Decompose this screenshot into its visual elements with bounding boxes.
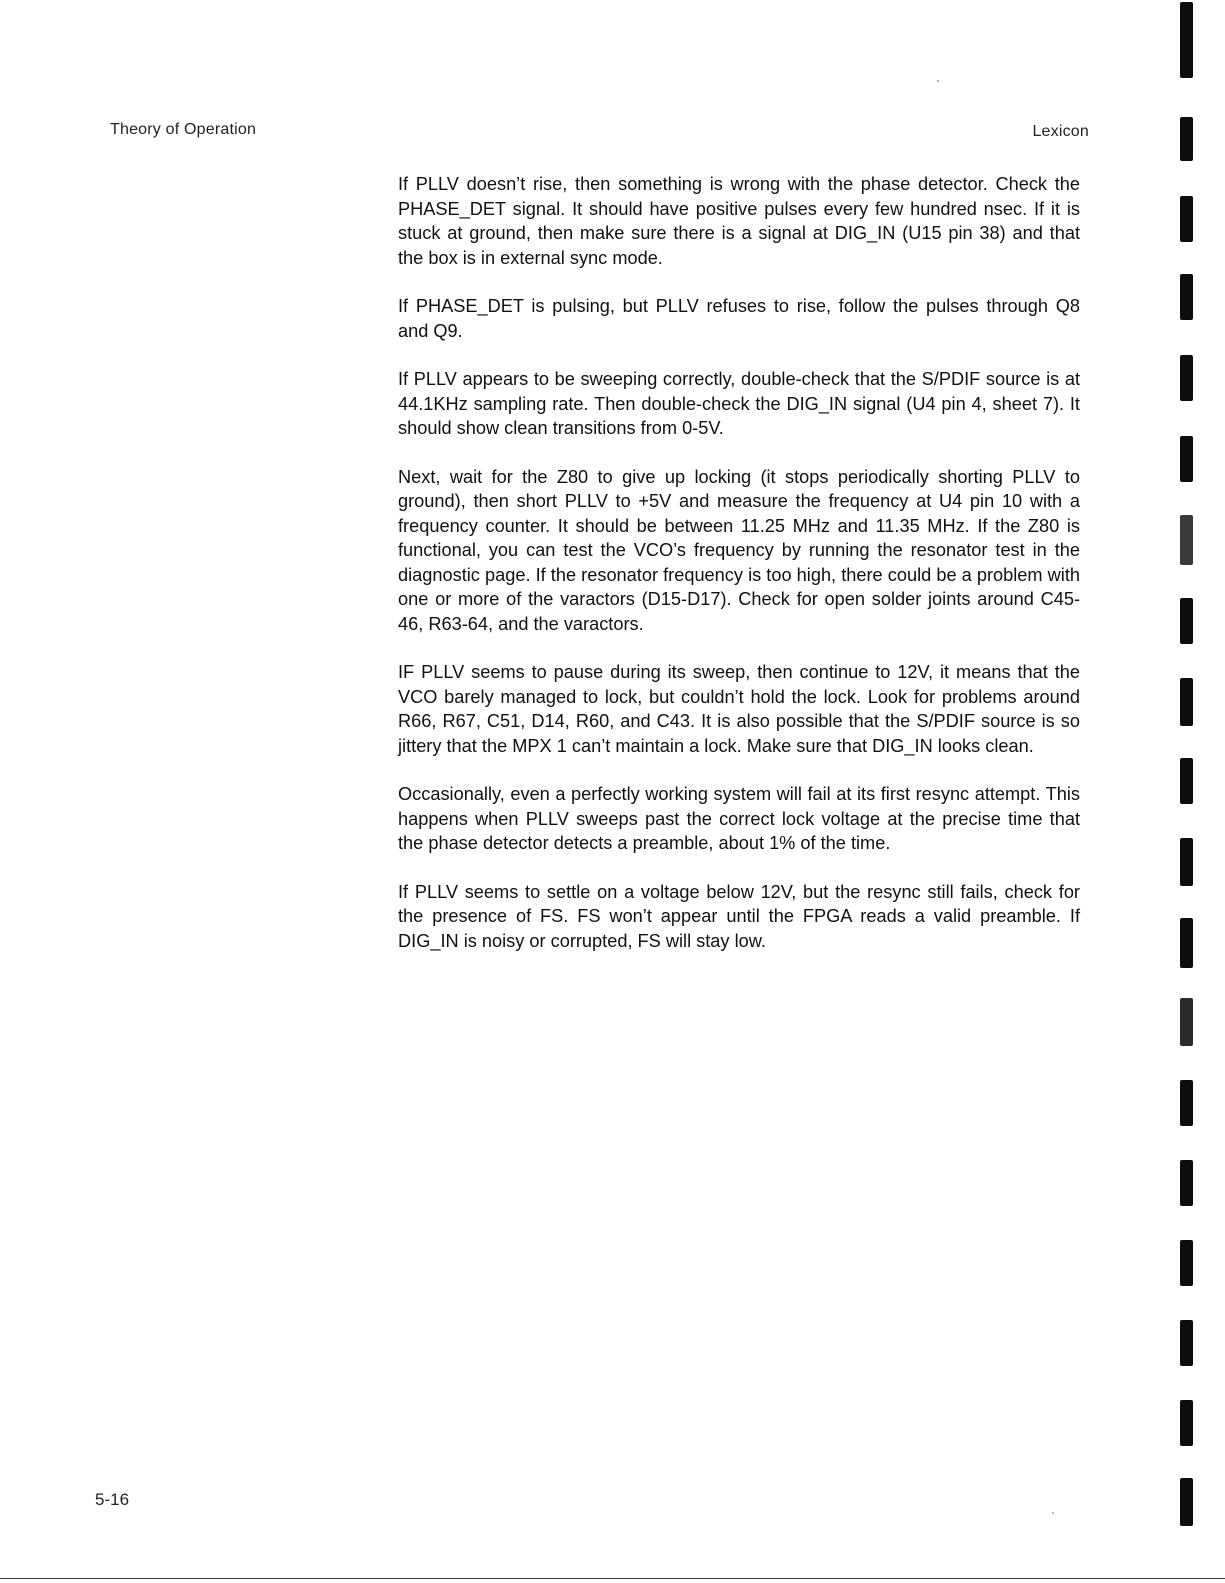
binder-tab-mark xyxy=(1180,1160,1193,1206)
binder-tab-mark xyxy=(1180,515,1193,565)
binder-tab-mark xyxy=(1180,998,1193,1046)
binder-tab-mark xyxy=(1180,274,1193,320)
paragraph: Occasionally, even a perfectly working system will fail at its first resync attempt. This happens when PLLV sweeps past the correct lock voltage at the precise time that the phase detector detects a preamble, about 1% of the time. xyxy=(398,784,1080,853)
body-text xyxy=(398,172,1080,977)
scan-speck xyxy=(1052,1512,1054,1514)
page-number: 5-16 xyxy=(95,1490,130,1509)
binder-tab-mark xyxy=(1180,678,1193,726)
paragraph: If PHASE_DET is pulsing, but PLLV refuses to rise, follow the pulses through Q8 and Q9. xyxy=(398,296,1080,341)
binder-tab-mark xyxy=(1180,355,1193,401)
section-title: Theory of Operation xyxy=(110,121,257,138)
binder-tab-mark xyxy=(1180,196,1193,242)
binder-tab-mark xyxy=(1180,838,1193,886)
paragraph: Next, wait for the Z80 to give up locking (it stops periodically shorting PLLV to ground), then short PLLV to +5V and measure the frequency at U4 pin 10 with a frequency counter. It should be between 11.25 MHz and 11.35 MHz. If the Z80 is functional, you can test the VCO’s frequency by running the resonator test in the diagnostic page. If the resonator frequency is too high, there could be a problem with one or more of the varactors (D15-D17). Check for open solder joints around C45-46, R63-64, and the varactors. xyxy=(398,466,1080,634)
binder-tab-mark xyxy=(1180,758,1193,804)
binder-tab-mark xyxy=(1180,1080,1193,1126)
brand-name: Lexicon xyxy=(1032,123,1089,140)
scan-speck xyxy=(937,80,939,82)
binder-tab-mark xyxy=(1180,2,1193,78)
binder-tab-strip xyxy=(1180,0,1200,1583)
binder-tab-mark xyxy=(1180,436,1193,482)
paragraph: If PLLV seems to settle on a voltage below 12V, but the resync still fails, check for the presence of FS. FS won’t appear until the FPGA reads a valid preamble. If DIG_IN is noisy or corrupted, FS will stay low. xyxy=(398,881,1080,951)
paragraph: If PLLV doesn’t rise, then something is wrong with the phase detector. Check the PHASE_DET signal. It should have positive pulses every few hundred nsec. If it is stuck at ground, then make sure there is a signal at DIG_IN (U15 pin 38) and that the box is in external sync mode. xyxy=(398,174,1080,268)
binder-tab-mark xyxy=(1180,918,1193,968)
binder-tab-mark xyxy=(1180,1240,1193,1286)
bottom-rule xyxy=(0,1578,1225,1579)
binder-tab-mark xyxy=(1180,117,1193,161)
binder-tab-mark xyxy=(1180,1320,1193,1366)
paragraph: IF PLLV seems to pause during its sweep, then continue to 12V, it means that the VCO barely managed to lock, but couldn’t hold the lock. Look for problems around R66, R67, C51, D14, R60, and C43. It is also possible that the S/PDIF source is so jittery that the MPX 1 can’t maintain a lock. Make sure that DIG_IN looks clean. xyxy=(398,662,1080,756)
paragraph: If PLLV appears to be sweeping correctly, double-check that the S/PDIF source is at 44.1KHz sampling rate. Then double-check the DIG_IN signal (U4 pin 4, sheet 7). It should show clean transitions from 0-5V. xyxy=(398,369,1080,438)
binder-tab-mark xyxy=(1180,1478,1193,1526)
binder-tab-mark xyxy=(1180,1400,1193,1446)
binder-tab-mark xyxy=(1180,598,1193,644)
